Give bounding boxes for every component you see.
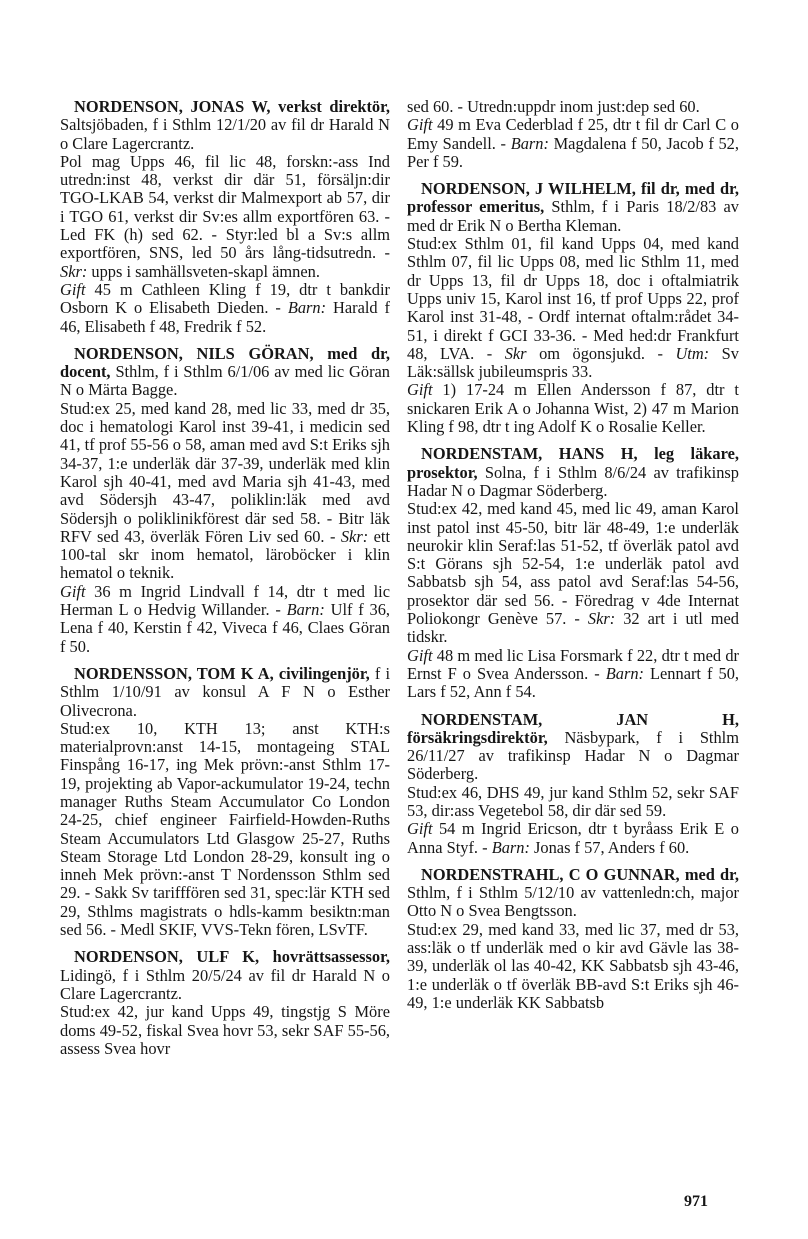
entry-heading bbox=[407, 866, 739, 921]
biography-entry bbox=[60, 98, 390, 336]
paragraph-text: 36 m Ingrid Lindvall f 14, dtr t med lic Herman L o Hedvig Willander. - bbox=[60, 581, 390, 620]
paragraph-text: Stud:ex 25, med kand 28, med lic 33, med dr 35, doc i hematologi Karol inst 39-41, i medicin sed 41, tf prof 55-56 o 58, aman med avd S:t Eriks sjh 34-37, 1:e underläk där 37-39, underläk med klin Karol sjh 40-41, med avd Maria sjh 41-43, med avd Södersjh 43-47, poliklin:läk med avd Södersjh o poliklinikförest där sed 58. - Bitr läk RFV sed 43, överläk Fören Liv sed 60. - bbox=[60, 398, 390, 546]
entry-paragraph bbox=[407, 647, 739, 702]
person-name: NORDENSTRAHL, C O GUNNAR, bbox=[421, 864, 680, 884]
entry-heading bbox=[60, 665, 390, 720]
paragraph-text: Lennart f 50, Lars f 52, Ann f 54. bbox=[407, 663, 739, 702]
person-title: civilingenjör, bbox=[278, 663, 370, 683]
field-label: Utm: bbox=[675, 343, 710, 363]
entry-heading bbox=[60, 345, 390, 400]
field-label: Barn: bbox=[287, 298, 327, 318]
paragraph-text: ett 100-tal skr inom hematol, läroböcker i klin hematol o teknik. bbox=[60, 526, 390, 583]
entry-heading bbox=[407, 711, 739, 784]
paragraph-text: Magdalena f 50, Jacob f 52, Per f 59. bbox=[407, 133, 739, 171]
person-title: med dr, bbox=[684, 864, 739, 884]
field-label: Skr: bbox=[340, 526, 369, 546]
field-label: Gift bbox=[407, 115, 433, 135]
paragraph-text: Ulf f 36, Lena f 40, Kerstin f 42, Viveca f 46, Claes Göran f 50. bbox=[60, 600, 390, 656]
person-title: leg läkare, prosektor, bbox=[407, 444, 739, 482]
entry-paragraph bbox=[60, 583, 390, 656]
paragraph-text: Stud:ex 42, jur kand Upps 49, tingstjg S Möre doms 49-52, fiskal Svea hovr 53, sekr SAF 55-56, assess Svea hovr bbox=[60, 1002, 390, 1058]
field-label: Gift bbox=[60, 581, 86, 601]
field-label: Barn: bbox=[491, 837, 530, 857]
entry-heading bbox=[407, 445, 739, 500]
field-label: Gift bbox=[407, 380, 433, 400]
entry-intro: Sthlm, f i Sthlm 5/12/10 av vattenledn:ch, major Otto N o Svea Bengtsson. bbox=[407, 883, 739, 921]
entry-paragraph bbox=[60, 720, 390, 940]
person-title: fil dr, med dr, professor emeritus, bbox=[407, 179, 739, 217]
paragraph-text: 1) 17-24 m Ellen Andersson f 87, dtr t snickaren Erik A o Johanna Wist, 2) 47 m Marion Kling f 98, dtr t ing Adolf K o Rosalie Keller. bbox=[407, 380, 739, 437]
paragraph-text: Pol mag Upps 46, fil lic 48, forskn:-ass Ind utredn:inst 48, verkst dir där 51, försäljn:dir TGO-LKAB 54, verkst dir Malmexport ab 57, dir i TGO 61, verkst dir Sv:es allm exportfören 63. - Led FK (h) sed 62. - Styr:led bl a Sv:s allm exportfören, SNS, led 50 års lång-tidsutredn. - bbox=[60, 151, 390, 263]
paragraph-text: Stud:ex 29, med kand 33, med lic 37, med dr 53, ass:läk o tf underläk med o kir avd Gävle las 38-39, underläk ol las 40-42, KK Sabbatsb sjh 43-46, 1:e underläk o tf överläk BB-avd S:t Eriks sjh 46-49, 1:e underläk KK Sabbatsb bbox=[407, 919, 739, 1012]
entry-intro: Solna, f i Sthlm 8/6/24 av trafikinsp Hadar N o Dagmar Söderberg. bbox=[407, 462, 739, 500]
paragraph-text: Stud:ex Sthlm 01, fil kand Upps 04, med kand Sthlm 07, fil lic Upps 08, med lic Sthlm 11, med dr Upps 13, fil dr Upps 18, doc i oftalmiatrik Upps univ 15, Karol inst 16, tf prof Upps 22, prof Karol inst 31-48, - Ordf internat oftalm:rådet 34-51, i direkt f GCI 33-36. - Med hed:dr Frankfurt 48, LVA. - bbox=[407, 234, 739, 363]
entry-intro: f i Sthlm 1/10/91 av konsul A F N o Esther Olivecrona. bbox=[60, 663, 390, 720]
paragraph-text: Stud:ex 42, med kand 45, med lic 49, aman Karol inst patol inst 45-50, bitr lär 48-49, 1:e underläk neurokir klin Seraf:las 51-52, tf överläk patol avd S:t Görans sjh 52-54, 1:e underläk patol avd Sabbatsb sjh 54, ass patol avd Seraf:las 54-56, prosektor där sed 56. - Föredrag v 4de Internat Poliokongr Genève 57. - bbox=[407, 499, 739, 629]
entry-intro: Lidingö, f i Sthlm 20/5/24 av fil dr Harald N o Clare Lagercrantz. bbox=[60, 965, 390, 1003]
field-label: Skr bbox=[504, 343, 527, 363]
entry-intro: Saltsjöbaden, f i Sthlm 12/1/20 av fil dr Harald N o Clare Lagercrantz. bbox=[60, 115, 390, 153]
person-name: NORDENSON, NILS GÖRAN, bbox=[74, 343, 314, 363]
entry-paragraph bbox=[60, 281, 390, 336]
entry-paragraph bbox=[407, 820, 739, 857]
right-column bbox=[407, 98, 739, 1012]
paragraph-text: 48 m med lic Lisa Forsmark f 22, dtr t med dr Ernst F o Svea Andersson. - bbox=[407, 645, 739, 683]
entry-intro: sed 60. - Utredn:uppdr inom just:dep sed 60. bbox=[407, 97, 700, 116]
entry-paragraph bbox=[407, 235, 739, 381]
person-name: NORDENSON, ULF K, bbox=[74, 947, 260, 967]
paragraph-text: 45 m Cathleen Kling f 19, dtr t bankdir Osborn K o Elisabeth Dieden. - bbox=[60, 279, 390, 318]
paragraph-text: Stud:ex 46, DHS 49, jur kand Sthlm 52, sekr SAF 53, dir:ass Vegetebol 58, dir där sed 59. bbox=[407, 782, 739, 820]
field-label: Gift bbox=[60, 279, 86, 299]
entry-heading bbox=[60, 948, 390, 1003]
entry-paragraph bbox=[407, 116, 739, 171]
entry-paragraph bbox=[407, 921, 739, 1012]
field-label: Barn: bbox=[510, 133, 549, 153]
biography-entry bbox=[60, 948, 390, 1058]
biography-entry bbox=[60, 665, 390, 939]
person-name: NORDENSON, J WILHELM, bbox=[421, 179, 636, 199]
paragraph-text: 32 art i utl med tidskr. bbox=[407, 609, 739, 647]
paragraph-text: Jonas f 57, Anders f 60. bbox=[529, 837, 690, 857]
field-label: Gift bbox=[407, 819, 433, 839]
entry-heading bbox=[60, 98, 390, 153]
paragraph-text: Stud:ex 10, KTH 13; anst KTH:s materialprovn:anst 14-15, montageing STAL Finspång 16-17, ing Mek prövn:-anst Sthlm 17-19, projekting ab Vapor-ackumulator 19-24, techn manager Ruths Steam Accumulator Co London 24-25, chief engineer Fairfield-Howden-Ruths Steam Accumulators Ltd Glasgow 25-27, Ruths Steam Storage Ltd London 28-29, konsult ing o inneh Mek prövn:-anst T Nordensson Sthlm sed 29. - Sakk Sv tarifffören sed 31, spec:lär KTH sed 29, Sthlms magistrats o hdls-kamm besiktn:man sed 56. - Medl SKIF, VVS-Tekn fören, LSvTF. bbox=[60, 718, 390, 940]
entry-paragraph bbox=[407, 500, 739, 646]
entry-paragraph bbox=[407, 381, 739, 436]
paragraph-text: Harald f 46, Elisabeth f 48, Fredrik f 52. bbox=[60, 298, 390, 336]
person-name: NORDENSTAM, HANS H, bbox=[421, 444, 638, 464]
field-label: Skr: bbox=[60, 261, 88, 281]
entry-intro: Näsbypark, f i Sthlm 26/11/27 av trafikinsp Hadar N o Dagmar Söderberg. bbox=[407, 727, 739, 784]
paragraph-text: 54 m Ingrid Ericson, dtr t byråass Erik E o Anna Styf. - bbox=[407, 819, 739, 857]
field-label: Barn: bbox=[286, 600, 325, 620]
entry-paragraph bbox=[60, 400, 390, 583]
paragraph-text: om ögonsjukd. - bbox=[526, 343, 676, 363]
entry-intro: Sthlm, f i Sthlm 6/1/06 av med lic Göran N o Märta Bagge. bbox=[60, 362, 390, 400]
paragraph-text: 49 m Eva Cederblad f 25, dtr t fil dr Carl C o Emy Sandell. - bbox=[407, 115, 739, 153]
entry-heading bbox=[407, 180, 739, 235]
biography-entry bbox=[407, 866, 739, 1012]
field-label: Skr: bbox=[587, 609, 616, 629]
paragraph-text: upps i samhällsveten-skapl ämnen. bbox=[87, 261, 320, 281]
field-label: Gift bbox=[407, 645, 433, 665]
biography-entry bbox=[60, 345, 390, 656]
entry-paragraph bbox=[60, 153, 390, 281]
entry-heading bbox=[407, 98, 739, 116]
person-name: NORDENSSON, TOM K A, bbox=[74, 663, 274, 683]
entry-intro: Sthlm, f i Paris 18/2/83 av med dr Erik N o Bertha Kleman. bbox=[407, 197, 739, 235]
person-title: med dr, docent, bbox=[60, 343, 390, 382]
biography-entry bbox=[407, 711, 739, 857]
biography-entry bbox=[407, 98, 739, 171]
entry-paragraph bbox=[407, 784, 739, 821]
person-name: NORDENSON, JONAS W, bbox=[74, 97, 271, 116]
field-label: Barn: bbox=[605, 663, 644, 683]
entry-paragraph bbox=[60, 1003, 390, 1058]
biography-entry bbox=[407, 445, 739, 701]
person-title: verkst direktör, bbox=[278, 97, 390, 116]
biography-entry bbox=[407, 180, 739, 436]
person-name: NORDENSTAM, JAN H, bbox=[421, 709, 739, 729]
page-number: 971 bbox=[684, 1193, 708, 1210]
person-title: försäkringsdirektör, bbox=[407, 727, 548, 747]
paragraph-text: Sv Läk:sällsk jubileumspris 33. bbox=[407, 343, 739, 382]
person-title: hovrättsassessor, bbox=[272, 947, 390, 967]
left-column bbox=[60, 98, 390, 1058]
